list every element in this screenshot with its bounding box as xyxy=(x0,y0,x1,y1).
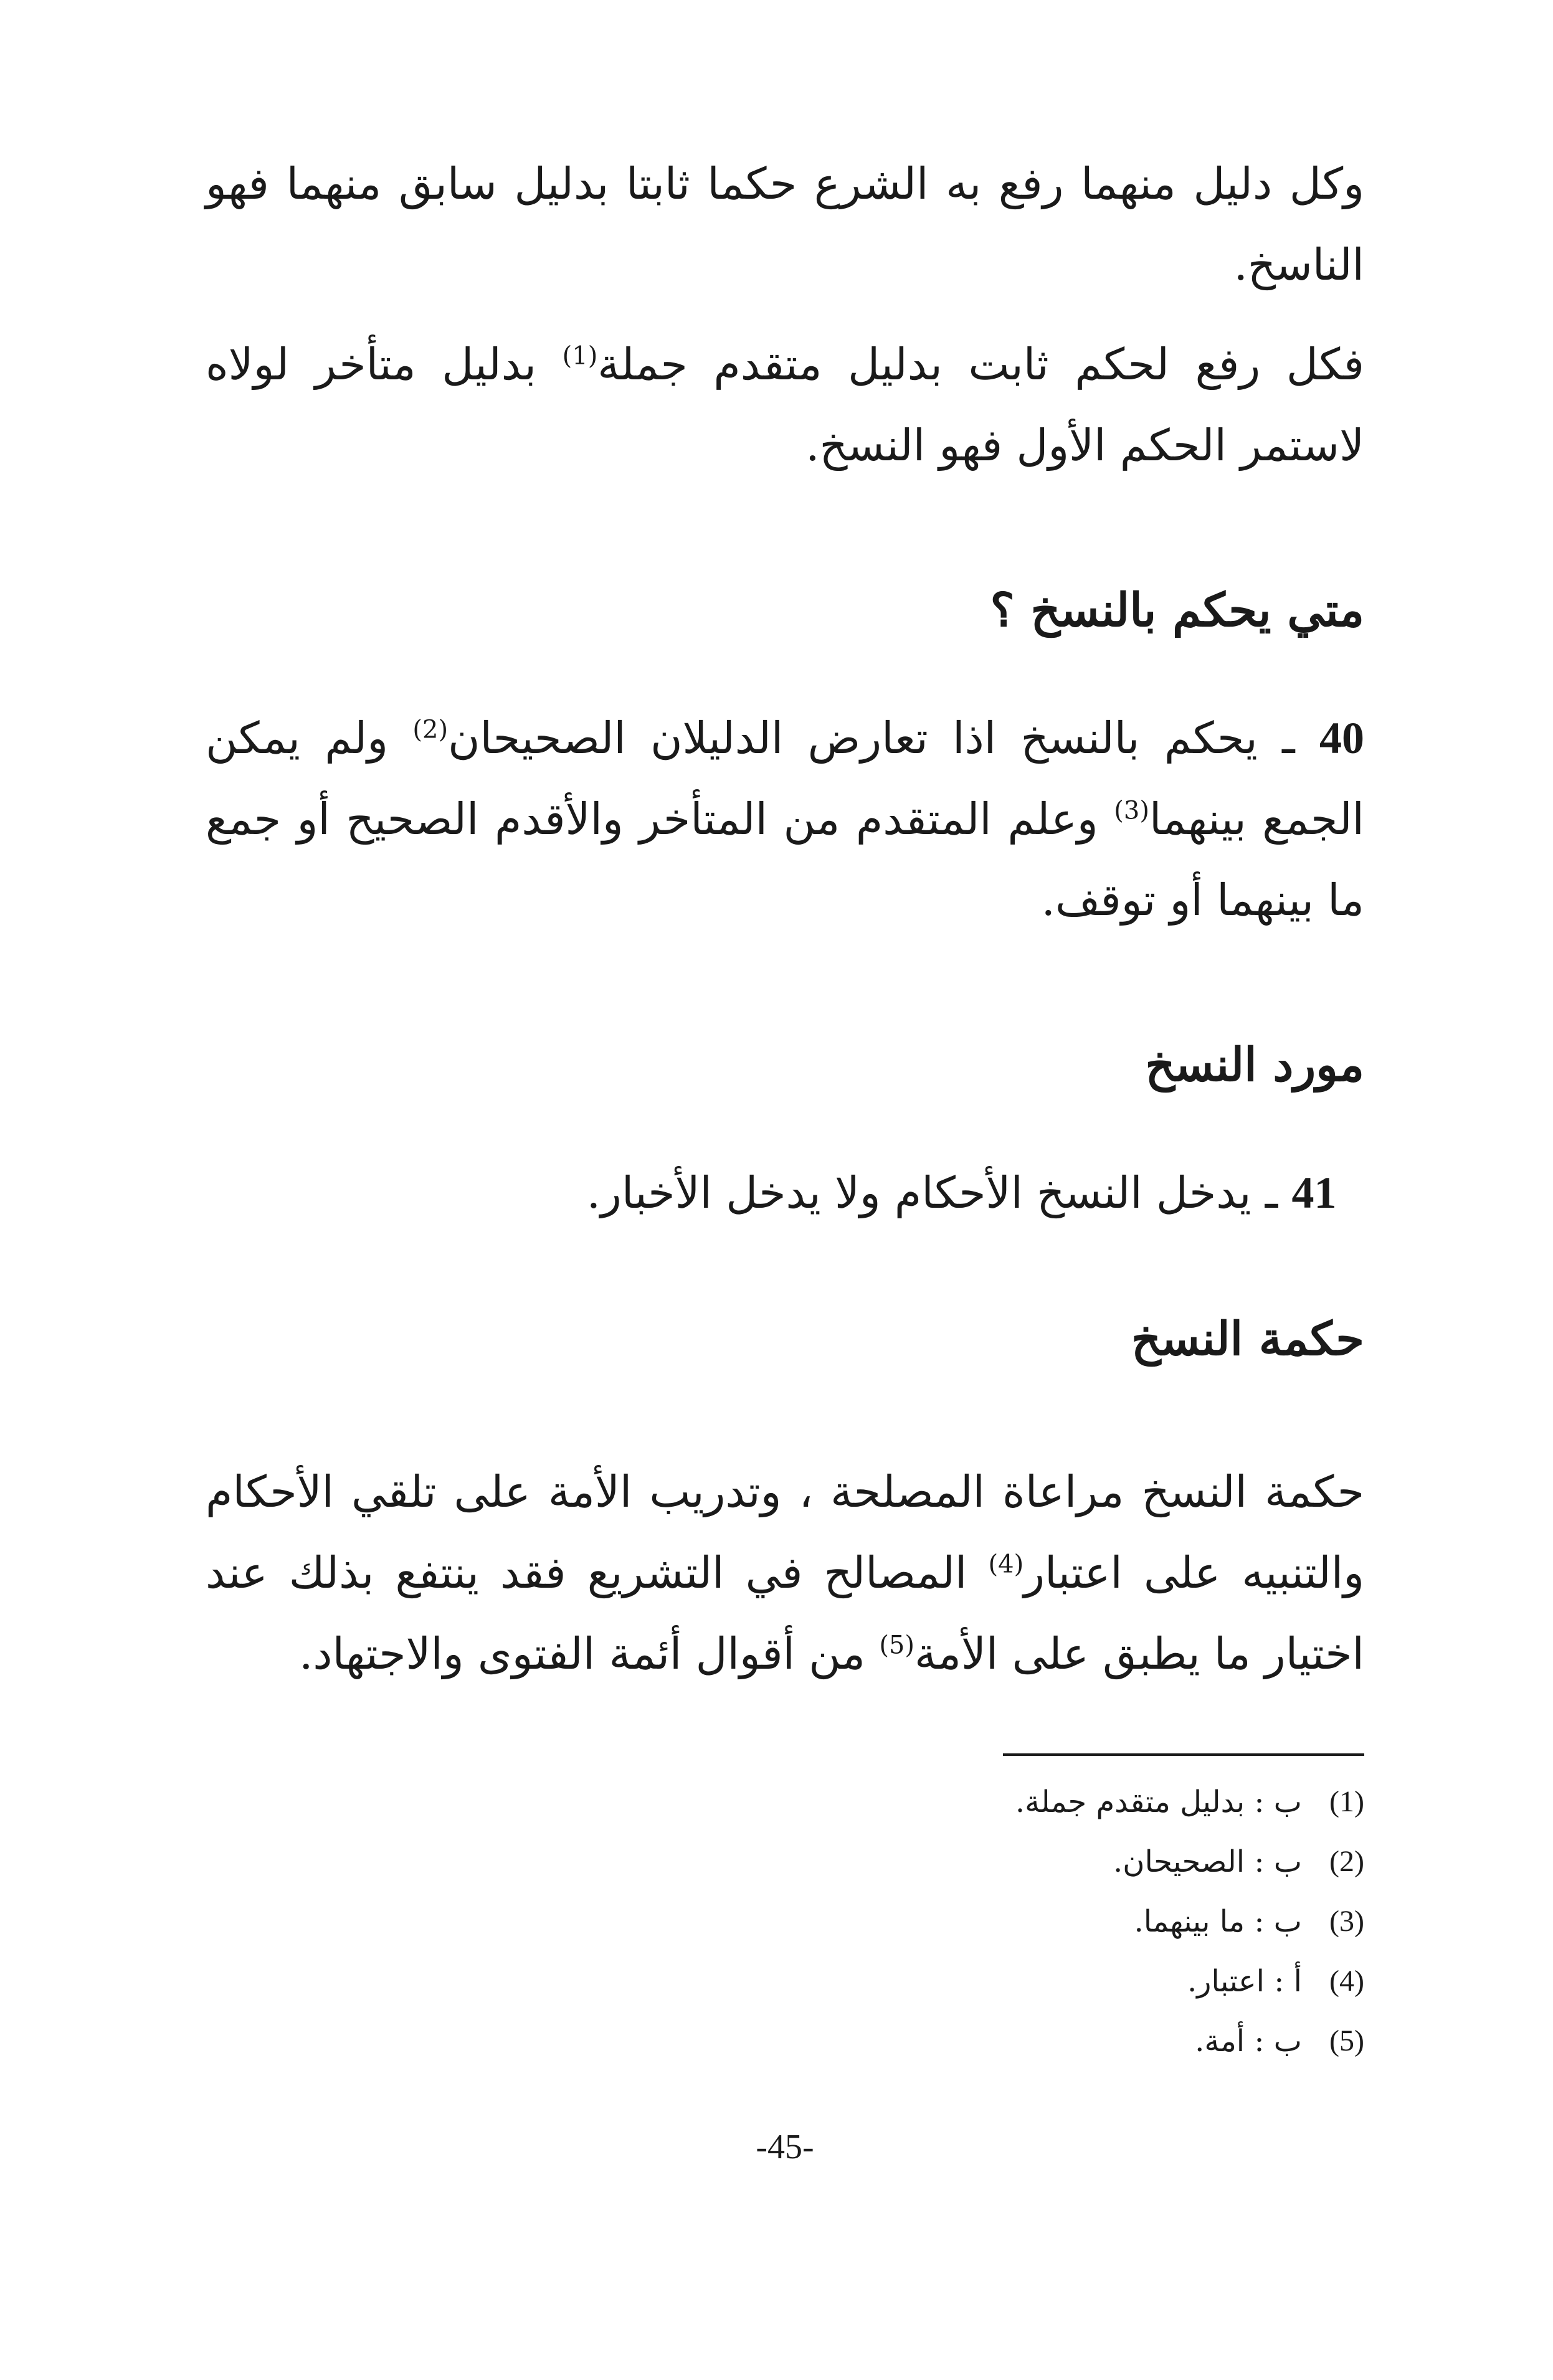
footnote-marker: (1) xyxy=(562,341,598,371)
page-number: -45- xyxy=(756,2128,814,2166)
footnote-text: أ : اعتبار. xyxy=(1187,1964,1302,1999)
footnote-divider xyxy=(1003,1753,1364,1756)
footnote-marker: (4) xyxy=(988,1550,1024,1579)
footnote-number: (3) xyxy=(1329,1905,1364,1938)
rule-40 xyxy=(206,698,1364,941)
footnote-text: ب : بدليل متقدم جملة. xyxy=(1015,1785,1302,1819)
rule-text: ـ يدخل النسخ الأحكام ولا يدخل الأخبار. xyxy=(586,1167,1278,1218)
footnote-item xyxy=(206,1951,1364,2011)
rule-number: 41 xyxy=(1291,1168,1337,1218)
footnote-number: (1) xyxy=(1329,1785,1364,1818)
rule-number: 40 xyxy=(1319,713,1364,763)
footnote-text: ب : أمة. xyxy=(1195,2024,1302,2059)
page xyxy=(206,143,1364,2323)
footnote-number: (4) xyxy=(1329,1965,1364,1998)
rule-41 xyxy=(206,1152,1364,1233)
heading-scope-of-abrogation: مورد النسخ xyxy=(1145,1038,1364,1092)
paragraph-text: حكمة النسخ مراعاة المصلحة ، وتدريب الأمة على تلقي الأحكام والتنبيه على اعتبار xyxy=(206,1466,1364,1598)
paragraph-text: فكل رفع لحكم ثابت بدليل متقدم جملة xyxy=(597,339,1364,390)
footnote-number: (5) xyxy=(1329,2024,1364,2057)
paragraph-text: بدليل متأخر لولاه لاستمر الحكم الأول فهو النسخ. xyxy=(206,339,1364,471)
rule-text: وعلم المتقدم من المتأخر والأقدم الصحيح أو جمع ما بينهما أو توقف. xyxy=(206,794,1364,926)
footnote-text: ب : الصحيحان. xyxy=(1113,1844,1302,1879)
footnote-item xyxy=(206,1772,1364,1832)
paragraph-abrogating-definition xyxy=(206,143,1364,305)
footnote-item xyxy=(206,2011,1364,2071)
heading-when-abrogation: متي يحكم بالنسخ ؟ xyxy=(990,584,1364,637)
footnote-text: ب : ما بينهما. xyxy=(1134,1904,1302,1939)
footnote-number: (2) xyxy=(1329,1845,1364,1878)
rule-text: ـ يحكم بالنسخ اذا تعارض الدليلان الصحيحان xyxy=(448,713,1295,764)
paragraph-text: من أقوال أئمة الفتوى والاجتهاد. xyxy=(299,1628,866,1679)
footnotes-list xyxy=(206,1772,1364,2071)
footnote-item xyxy=(206,1892,1364,1951)
footnote-marker: (3) xyxy=(1114,796,1149,825)
footnote-item xyxy=(206,1832,1364,1892)
heading-wisdom-of-abrogation: حكمة النسخ xyxy=(1131,1312,1364,1366)
paragraph-wisdom xyxy=(206,1451,1364,1694)
paragraph-text: المصالح في التشريع فقد ينتفع بذلك عند اختيار ما يطبق على الأمة xyxy=(206,1547,1364,1679)
footnote-marker: (2) xyxy=(412,715,449,744)
paragraph-text: وكل دليل منهما رفع به الشرع حكما ثابتا بدليل سابق منهما فهو الناسخ. xyxy=(206,158,1364,290)
paragraph-abrogation-definition xyxy=(206,324,1364,486)
rule-text: ولم يمكن الجمع بينهما xyxy=(206,713,1364,845)
footnote-marker: (5) xyxy=(879,1631,914,1660)
